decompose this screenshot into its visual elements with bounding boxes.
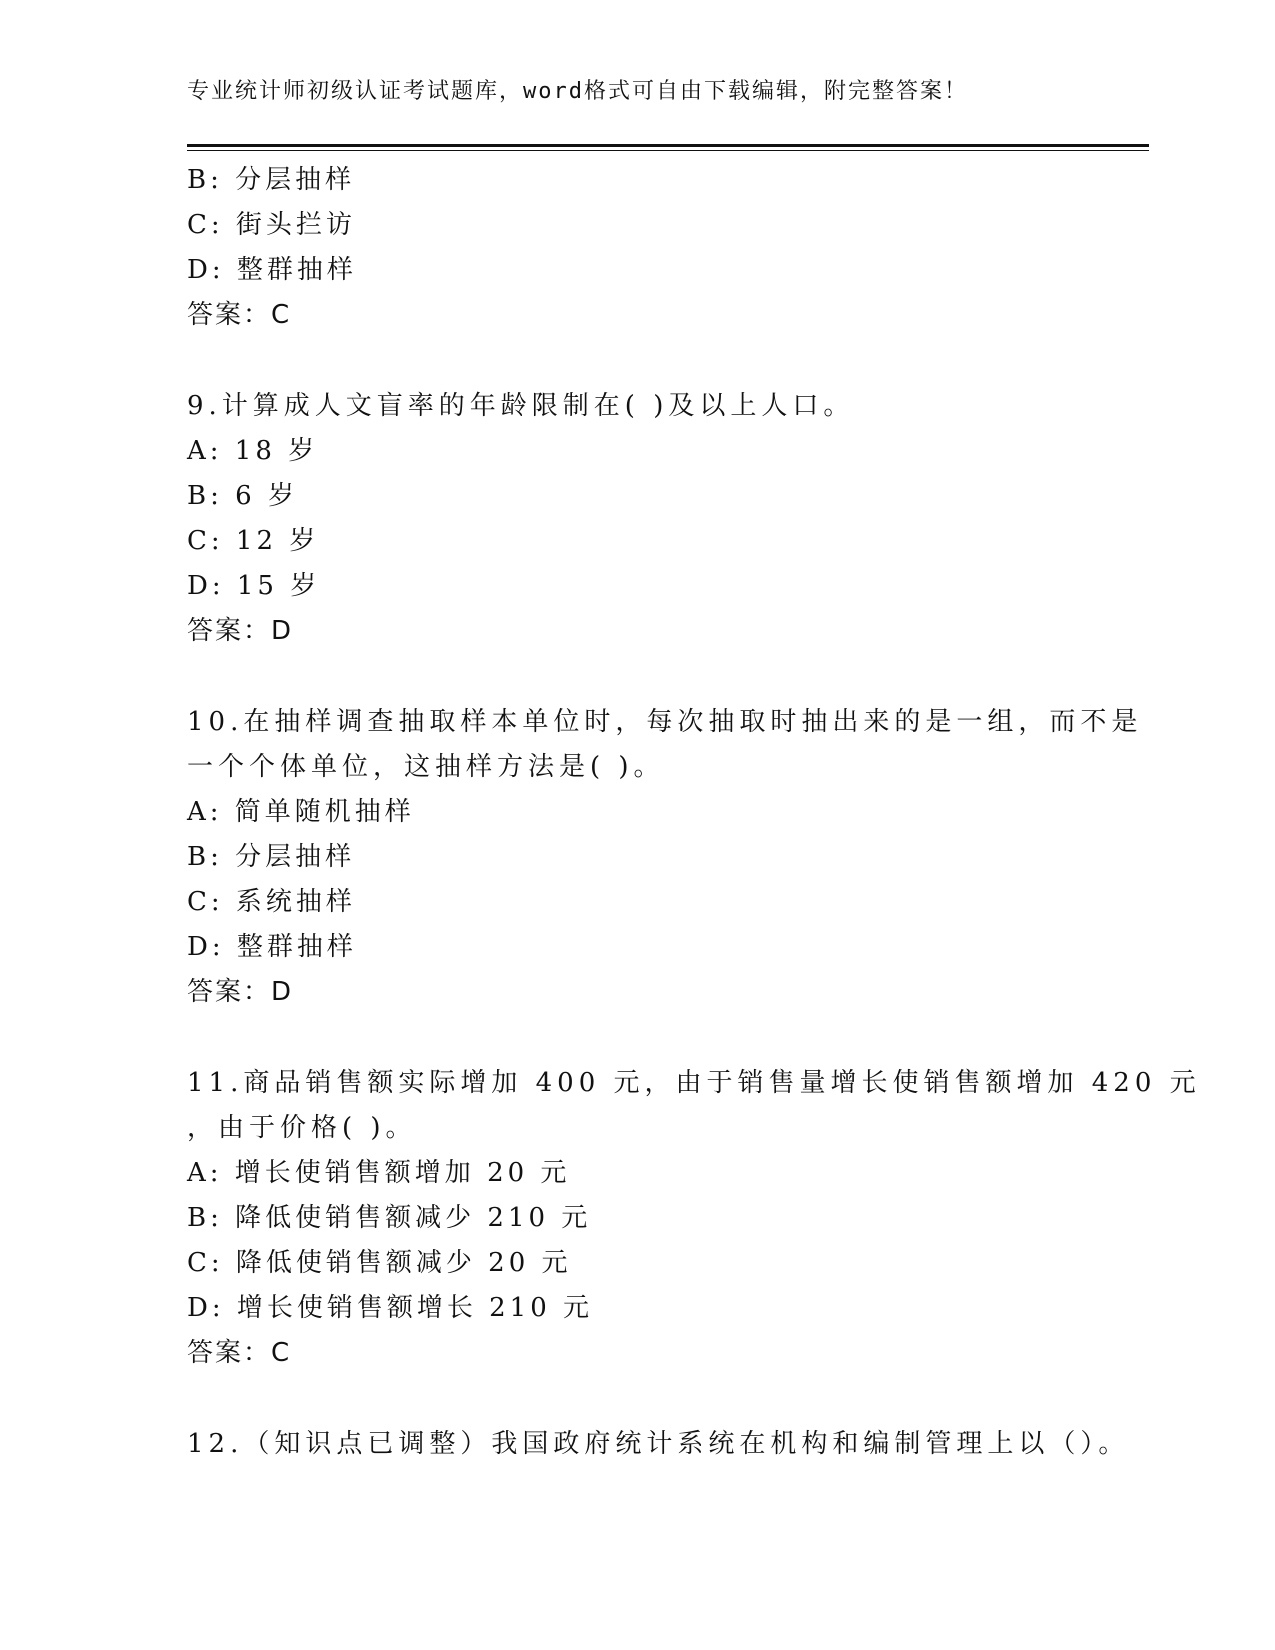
question-11-answer: 答案：C: [187, 1338, 292, 1368]
question-10-options: [187, 790, 1087, 970]
option-d: D: 15 岁: [187, 571, 321, 601]
question-9-options: [187, 429, 1087, 609]
header-rule-thin: [187, 150, 1149, 151]
option-b: B: 分层抽样: [187, 165, 356, 195]
option-b: B: 分层抽样: [187, 842, 356, 872]
page-header: 专业统计师初级认证考试题库，word格式可自由下载编辑，附完整答案！: [187, 79, 968, 104]
question-9-stem: 9.计算成人文盲率的年龄限制在( )及以上人口。: [187, 391, 855, 421]
question-12-stem: 12.（知识点已调整）我国政府统计系统在机构和编制管理上以（）。: [187, 1429, 1130, 1459]
option-c: C: 系统抽样: [187, 887, 356, 917]
option-b: B: 6 岁: [187, 481, 298, 511]
option-c: C: 街头拦访: [187, 210, 356, 240]
question-content: [187, 158, 1201, 1467]
question-10-stem-line-2: 一个个体单位，这抽样方法是( )。: [187, 752, 665, 782]
option-a: A: 18 岁: [187, 436, 319, 466]
question-11-stem-line-1: 11.商品销售额实际增加 400 元，由于销售量增长使销售额增加 420 元: [187, 1068, 1201, 1098]
option-d: D: 整群抽样: [187, 255, 357, 285]
option-b: B: 降低使销售额减少 210 元: [187, 1203, 592, 1233]
question-10-answer: 答案：D: [187, 977, 294, 1007]
question-11-stem-line-2: ，由于价格( )。: [187, 1113, 417, 1143]
question-8-answer: 答案：C: [187, 300, 292, 330]
question-11-options: [187, 1151, 1087, 1331]
question-9-answer: 答案：D: [187, 616, 294, 646]
option-a: A: 增长使销售额增加 20 元: [187, 1158, 571, 1188]
question-8-options: [187, 158, 1087, 293]
header-rule-thick: [187, 144, 1149, 147]
question-10-stem-line-1: 10.在抽样调查抽取样本单位时，每次抽取时抽出来的是一组，而不是: [187, 707, 1143, 737]
option-c: C: 12 岁: [187, 526, 320, 556]
option-a: A: 简单随机抽样: [187, 797, 415, 827]
option-d: D: 增长使销售额增长 210 元: [187, 1293, 594, 1323]
option-c: C: 降低使销售额减少 20 元: [187, 1248, 572, 1278]
option-d: D: 整群抽样: [187, 932, 357, 962]
